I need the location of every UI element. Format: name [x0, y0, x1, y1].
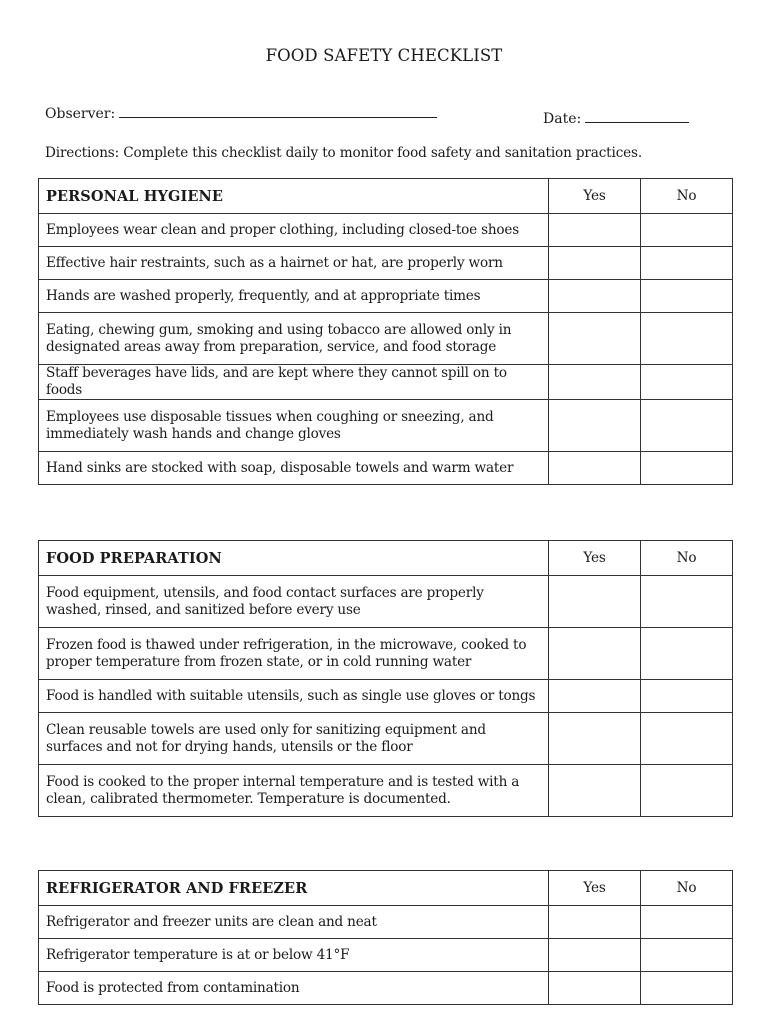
no-column-header: No [641, 871, 733, 906]
checklist-row [39, 313, 733, 365]
observer-blank-line[interactable] [119, 108, 437, 118]
checklist-item-text: Food is cooked to the proper internal temperature and is tested with a clean, calibrated thermometer. Temperature is documented. [39, 765, 549, 817]
personal-hygiene-table [38, 178, 733, 485]
yes-check-cell[interactable] [549, 628, 641, 680]
yes-check-cell[interactable] [549, 313, 641, 365]
yes-check-cell[interactable] [549, 765, 641, 817]
yes-check-cell[interactable] [549, 247, 641, 280]
section-header-row [39, 871, 733, 906]
no-check-cell[interactable] [641, 628, 733, 680]
no-check-cell[interactable] [641, 365, 733, 400]
no-column-header: No [641, 541, 733, 576]
checklist-row [39, 576, 733, 628]
refrigerator-freezer-table [38, 870, 733, 1005]
yes-check-cell[interactable] [549, 365, 641, 400]
yes-column-header: Yes [549, 871, 641, 906]
checklist-item-text: Employees wear clean and proper clothing, including closed-toe shoes [39, 214, 549, 247]
no-check-cell[interactable] [641, 214, 733, 247]
food-preparation-table [38, 540, 733, 817]
section-header-row [39, 541, 733, 576]
no-check-cell[interactable] [641, 400, 733, 452]
no-column-header: No [641, 179, 733, 214]
checklist-row [39, 713, 733, 765]
checklist-item-text: Clean reusable towels are used only for sanitizing equipment and surfaces and not for drying hands, utensils or the floor [39, 713, 549, 765]
no-check-cell[interactable] [641, 713, 733, 765]
checklist-row [39, 214, 733, 247]
checklist-item-text: Refrigerator temperature is at or below 41°F [39, 939, 549, 972]
checklist-item-text: Food is protected from contamination [39, 972, 549, 1005]
checklist-item-text: Effective hair restraints, such as a hairnet or hat, are properly worn [39, 247, 549, 280]
section-header-row [39, 179, 733, 214]
yes-check-cell[interactable] [549, 939, 641, 972]
no-check-cell[interactable] [641, 313, 733, 365]
no-check-cell[interactable] [641, 576, 733, 628]
checklist-item-text: Eating, chewing gum, smoking and using tobacco are allowed only in designated areas away from preparation, service, and food storage [39, 313, 549, 365]
directions-text: Directions: Complete this checklist daily to monitor food safety and sanitation practices. [45, 145, 643, 161]
checklist-item-text: Refrigerator and freezer units are clean and neat [39, 906, 549, 939]
no-check-cell[interactable] [641, 939, 733, 972]
checklist-row [39, 628, 733, 680]
checklist-item-text: Employees use disposable tissues when coughing or sneezing, and immediately wash hands and change gloves [39, 400, 549, 452]
date-field[interactable] [543, 111, 689, 127]
date-blank-line[interactable] [585, 113, 689, 123]
yes-check-cell[interactable] [549, 280, 641, 313]
checklist-row [39, 765, 733, 817]
yes-check-cell[interactable] [549, 972, 641, 1005]
yes-check-cell[interactable] [549, 576, 641, 628]
yes-column-header: Yes [549, 179, 641, 214]
checklist-item-text: Frozen food is thawed under refrigeration, in the microwave, cooked to proper temperature from frozen state, or in cold running water [39, 628, 549, 680]
no-check-cell[interactable] [641, 765, 733, 817]
checklist-row [39, 452, 733, 485]
no-check-cell[interactable] [641, 452, 733, 485]
checklist-row [39, 280, 733, 313]
checklist-row [39, 247, 733, 280]
checklist-item-text: Food equipment, utensils, and food contact surfaces are properly washed, rinsed, and sanitized before every use [39, 576, 549, 628]
section-title: FOOD PREPARATION [39, 541, 549, 576]
checklist-item-text: Hands are washed properly, frequently, and at appropriate times [39, 280, 549, 313]
checklist-item-text: Staff beverages have lids, and are kept where they cannot spill on to foods [39, 365, 549, 400]
observer-label: Observer: [45, 106, 116, 122]
section-title: PERSONAL HYGIENE [39, 179, 549, 214]
no-check-cell[interactable] [641, 247, 733, 280]
no-check-cell[interactable] [641, 906, 733, 939]
yes-check-cell[interactable] [549, 906, 641, 939]
yes-check-cell[interactable] [549, 214, 641, 247]
observer-field[interactable] [45, 106, 437, 122]
yes-column-header: Yes [549, 541, 641, 576]
no-check-cell[interactable] [641, 972, 733, 1005]
yes-check-cell[interactable] [549, 400, 641, 452]
page-title: FOOD SAFETY CHECKLIST [265, 46, 503, 65]
checklist-row [39, 400, 733, 452]
no-check-cell[interactable] [641, 280, 733, 313]
checklist-row [39, 365, 733, 400]
section-title: REFRIGERATOR AND FREEZER [39, 871, 549, 906]
checklist-row [39, 939, 733, 972]
date-label: Date: [543, 111, 582, 127]
checklist-row [39, 906, 733, 939]
yes-check-cell[interactable] [549, 452, 641, 485]
checklist-row [39, 972, 733, 1005]
checklist-item-text: Food is handled with suitable utensils, such as single use gloves or tongs [39, 680, 549, 713]
checklist-row [39, 680, 733, 713]
yes-check-cell[interactable] [549, 713, 641, 765]
checklist-item-text: Hand sinks are stocked with soap, disposable towels and warm water [39, 452, 549, 485]
no-check-cell[interactable] [641, 680, 733, 713]
yes-check-cell[interactable] [549, 680, 641, 713]
